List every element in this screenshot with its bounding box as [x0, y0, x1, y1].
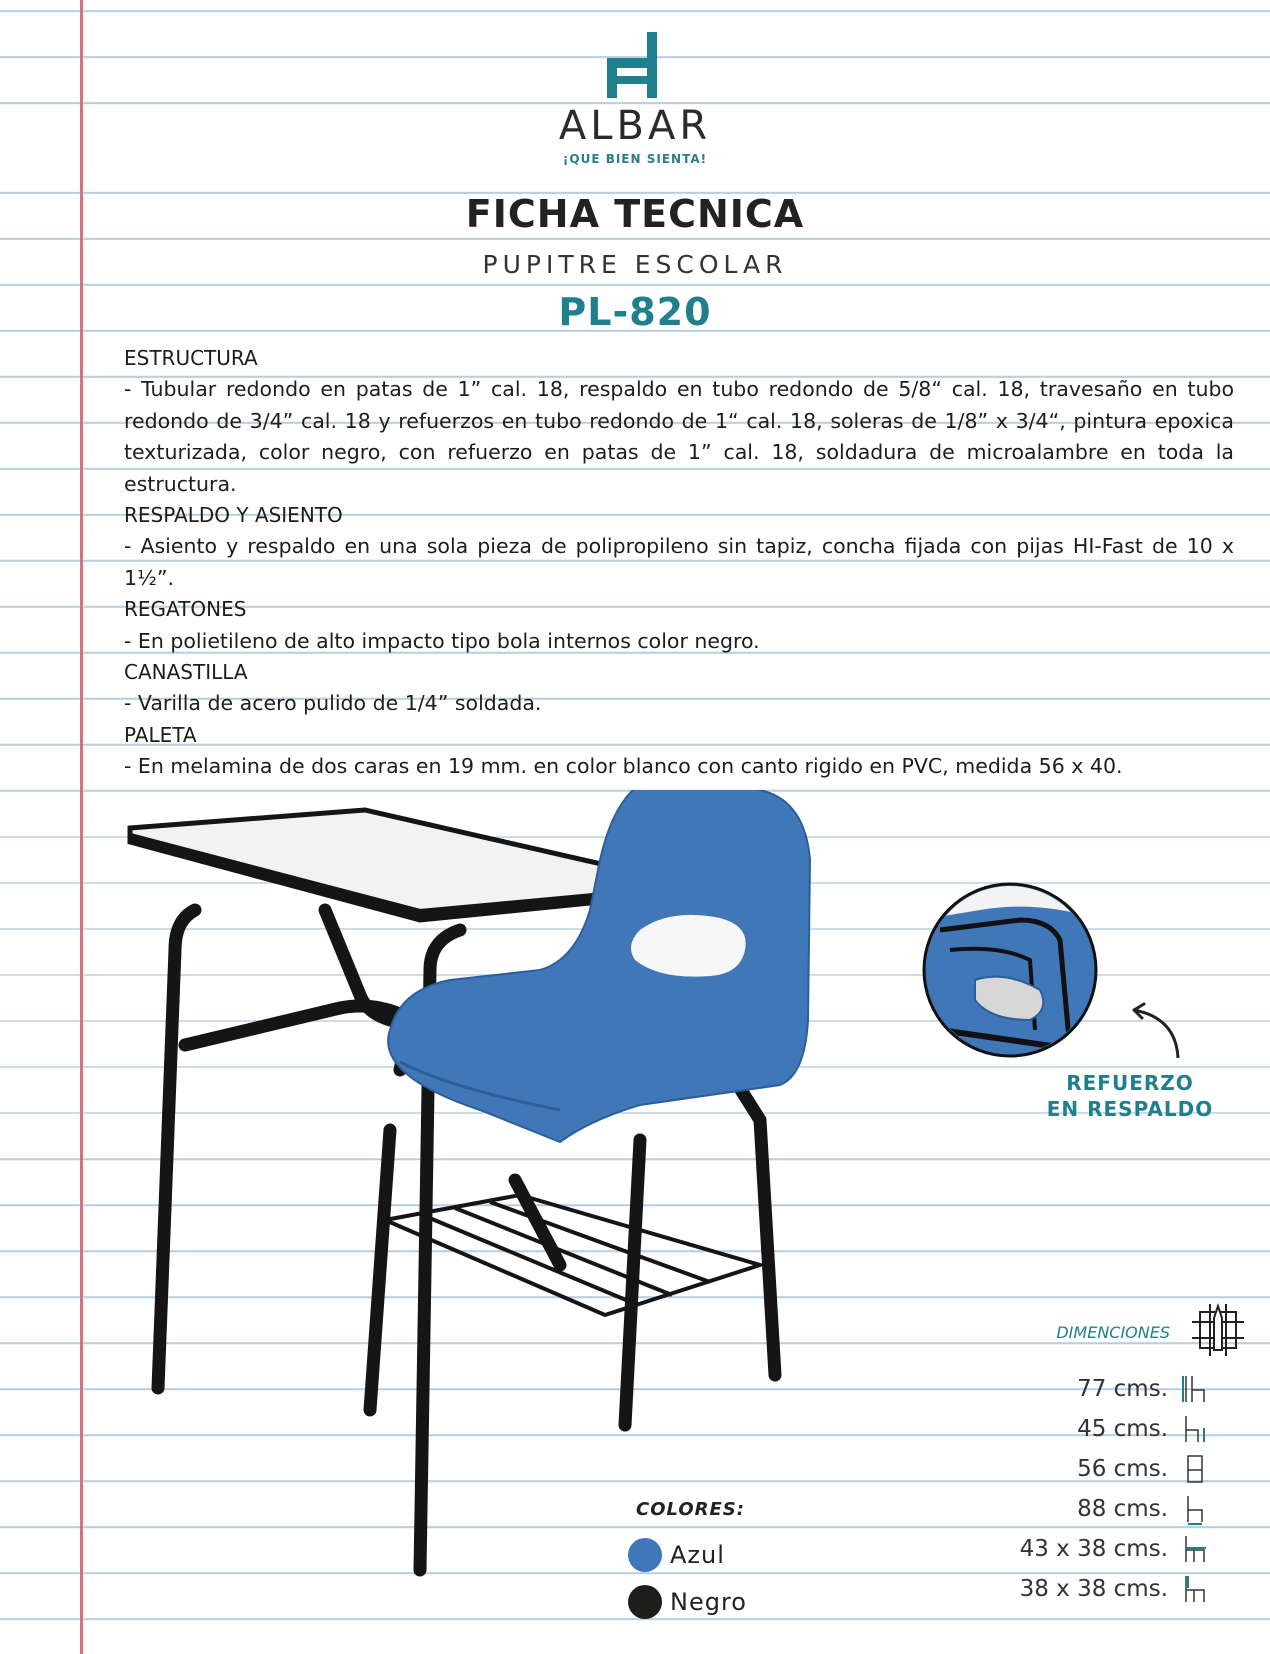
dimension-row	[900, 1572, 1220, 1612]
dimension-value: 77 cms.	[1077, 1376, 1168, 1402]
spec-heading: ESTRUCTURA	[124, 346, 258, 370]
reinforcement-callout	[1010, 1070, 1250, 1122]
black-swatch-icon	[628, 1585, 662, 1619]
spec-heading: REGATONES	[124, 597, 247, 622]
dimension-value: 38 x 38 cms.	[1019, 1576, 1168, 1602]
color-label: Azul	[670, 1541, 725, 1569]
model-code: PL-820	[558, 290, 712, 334]
dimensions-title: DIMENCIONES	[1056, 1323, 1170, 1342]
height-total-icon	[1180, 1372, 1210, 1406]
measure-tools-icon	[1190, 1302, 1246, 1358]
blue-swatch-icon	[628, 1538, 662, 1572]
spec-text: - Asiento y respaldo en una sola pieza de polipropileno sin tapiz, concha fijada con pijas HI-Fast de 10 x 1½”.	[124, 534, 1234, 590]
depth-icon	[1180, 1492, 1210, 1526]
dimension-row	[900, 1412, 1220, 1452]
spec-list	[124, 343, 1234, 783]
dimension-value: 56 cms.	[1077, 1456, 1168, 1482]
dimension-row	[900, 1372, 1220, 1412]
dimension-value: 45 cms.	[1077, 1416, 1168, 1442]
colors-title: COLORES:	[636, 1499, 745, 1520]
spec-text: - Tubular redondo en patas de 1” cal. 18, respaldo en tubo redondo de 5/8“ cal. 18, travesaño en tubo redondo de 3/4” cal. 18 y refuerzos en tubo redondo de 1“ cal. 18, soleras de 1/8” x 3/4“, pintura epoxica texturizada, color negro, con refuerzo en patas de 1” cal. 18, soldadura de microalambre en toda la estructura.	[124, 377, 1234, 496]
width-icon	[1180, 1452, 1210, 1486]
chair-logo-icon	[605, 28, 665, 100]
color-label: Negro	[670, 1588, 747, 1616]
dimension-value: 88 cms.	[1077, 1496, 1168, 1522]
backrest-size-icon	[1180, 1572, 1210, 1606]
brand-name: ALBAR	[558, 103, 712, 149]
spec-heading: RESPALDO Y ASIENTO	[124, 503, 343, 528]
dimension-row	[900, 1452, 1220, 1492]
curved-arrow-icon	[1120, 1000, 1190, 1060]
dimension-value: 43 x 38 cms.	[1019, 1536, 1168, 1562]
spec-text: - En melamina de dos caras en 19 mm. en color blanco con canto rigido en PVC, medida 56 x 40.	[124, 754, 1123, 779]
page-title: FICHA TECNICA	[465, 192, 805, 236]
spec-heading: PALETA	[124, 722, 197, 747]
brand-slogan: ¡QUE BIEN SIENTA!	[562, 152, 708, 166]
spec-heading: CANASTILLA	[124, 660, 248, 685]
spec-text: - Varilla de acero pulido de 1/4” soldada.	[124, 691, 542, 716]
color-option-blue	[628, 1538, 725, 1572]
seat-size-icon	[1180, 1532, 1210, 1566]
notebook-margin-line	[80, 0, 83, 1654]
callout-line-1: REFUERZO	[1066, 1071, 1194, 1095]
callout-line-2: EN RESPALDO	[1046, 1097, 1214, 1121]
dimension-row	[900, 1492, 1220, 1532]
product-type: PUPITRE ESCOLAR	[482, 250, 788, 279]
dimension-row	[900, 1532, 1220, 1572]
backrest-detail-image	[920, 880, 1100, 1060]
seat-height-icon	[1180, 1412, 1210, 1446]
spec-text: - En polietileno de alto impacto tipo bola internos color negro.	[124, 628, 760, 653]
brand-logo	[555, 28, 715, 166]
color-option-black	[628, 1585, 747, 1619]
